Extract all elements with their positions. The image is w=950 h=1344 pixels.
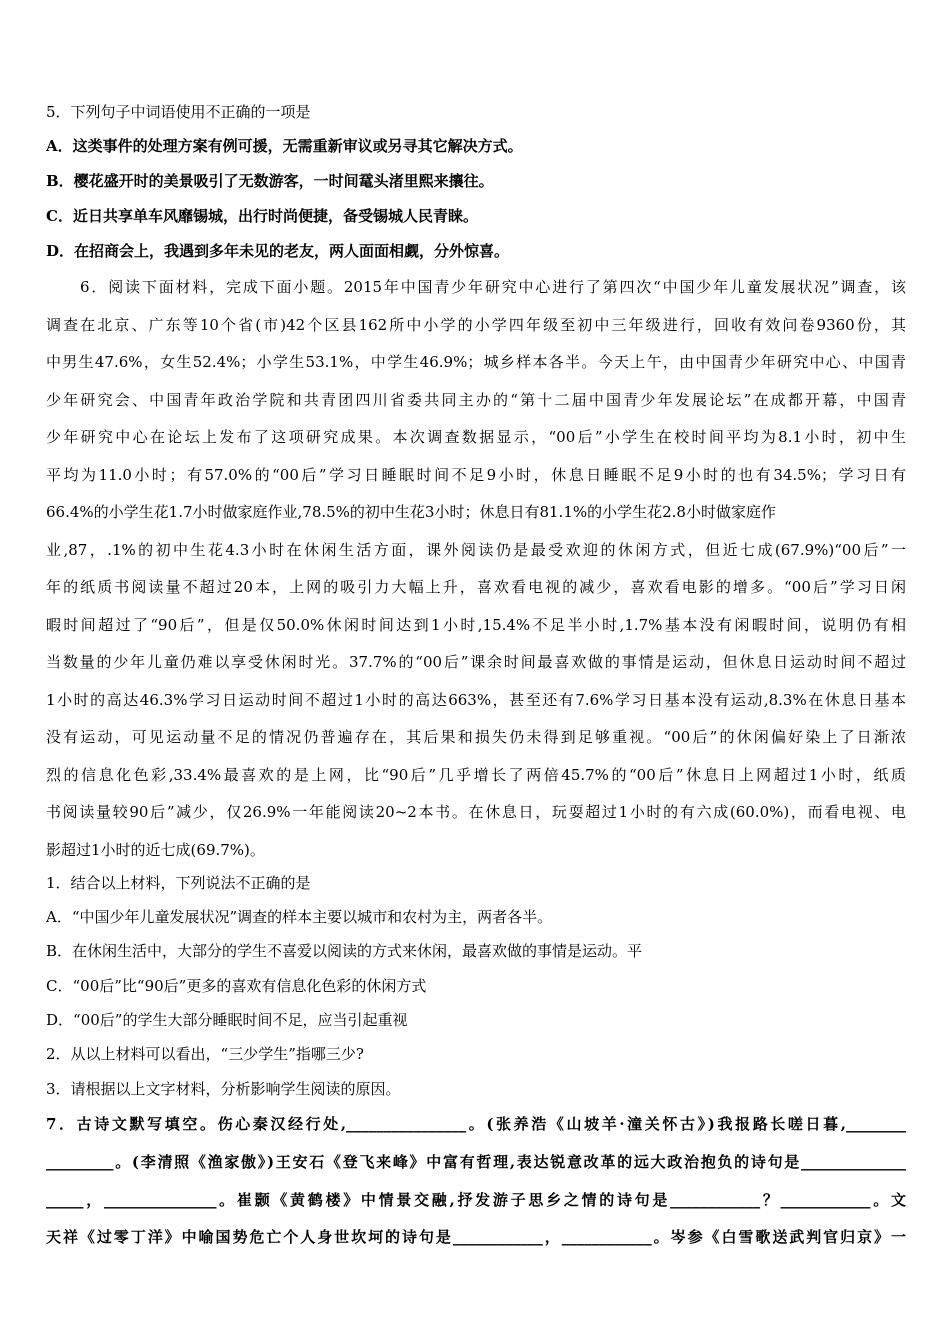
question-6-passage-line: 书阅读量较90后”减少，仅26.9%一年能阅读20~2本书。在休息日，玩耍超过1小时的有六成(60.0%)，而看电视、电 (46, 803, 906, 821)
question-6-passage-line: 业,87，.1%的初中生花4.3小时在休闲生活方面，课外阅读仍是最受欢迎的休闲方式，但近七成(67.9%)“00后”一 (46, 541, 906, 559)
question-5-title: 5．下列句子中词语使用不正确的一项是 (46, 103, 311, 121)
question-5-option-c: C．近日共享单车风靡锡城，出行时尚便捷，备受锡城人民青睐。 (46, 207, 478, 225)
question-6-passage-line: 当数量的少年儿童仍难以享受休闲时光。37.7%的“00后”课余时间最喜欢做的事情是运动，但休息日运动时间不超过 (46, 653, 906, 671)
question-6-passage-line: 66.4%的小学生花1.7小时做家庭作业,78.5%的初中生花3小时；休息日有81.1%的小学生花2.8小时做家庭作 (46, 503, 776, 521)
question-6-passage-line: 1小时的高达46.3%学习日运动时间不超过1小时的高达663%，甚至还有7.6%学习日基本没有运动,8.3%在休息日基本 (46, 691, 906, 709)
subquestion-1-option-c: C．“00后”比“90后”更多的喜欢有信息化色彩的休闲方式 (46, 977, 427, 995)
question-7-line: _________。(李清照《渔家傲》)王安石《登飞来峰》中富有哲理,表达锐意改革的远大政治抱负的诗句是______________ (46, 1153, 906, 1171)
question-7-line: _____，_______________。崔颢《黄鹤楼》中情景交融,抒发游子思乡之情的诗句是____________？____________。文 (46, 1191, 906, 1209)
question-6-passage-line: 中男生47.6%，女生52.4%；小学生53.1%，中学生46.9%；城乡样本各半。今天上午，由中国青少年研究中心、中国青 (46, 353, 906, 371)
question-6-passage-line: 调查在北京、广东等10个省(市)42个区县162所中小学的小学四年级至初中三年级进行，回收有效问卷9360份，其 (46, 316, 906, 334)
question-7-line: 天祥《过零丁洋》中喻国势危亡个人身世坎坷的诗句是____________，____________。岑参《白雪歌送武判官归京》一 (46, 1228, 906, 1246)
question-6-passage-line: 6．阅读下面材料，完成下面小题。2015年中国青少年研究中心进行了第四次“中国少年儿童发展状况”调查，该 (80, 278, 906, 296)
question-6-passage-line: 烈的信息化色彩,33.4%最喜欢的是上网，比“90后”几乎增长了两倍45.7%的“00后”休息日上网超过1小时，纸质 (46, 766, 906, 784)
question-6-passage-line: 平均为11.0小时；有57.0%的“00后”学习日睡眠时间不足9小时，休息日睡眠不足9小时的也有34.5%；学习日有 (46, 466, 906, 484)
question-5-option-d: D．在招商会上，我遇到多年未见的老友，两人面面相觑，分外惊喜。 (46, 242, 510, 260)
subquestion-2: 2．从以上材料可以看出，“三少学生”指哪三少? (46, 1045, 364, 1063)
question-7-line: 7．古诗文默写填空。伤心秦汉经行处,________________。(张养浩《山坡羊·潼关怀古》)我报路长嗟日暮,________ (46, 1115, 906, 1133)
question-6-passage-line: 暇时间超过了“90后”，但是仅50.0%休闲时间达到1小时,15.4%不足半小时,1.7%基本没有闲暇时间，说明仍有相 (46, 616, 906, 634)
question-6-passage-line: 少年研究会、中国青年政治学院和共青团四川省委共同主办的“第十二届中国青少年发展论坛”在成都开幕，中国青 (46, 391, 906, 409)
subquestion-1-option-d: D．“00后”的学生大部分睡眠时间不足，应当引起重视 (46, 1011, 408, 1029)
subquestion-3: 3．请根据以上文字材料，分析影响学生阅读的原因。 (46, 1080, 401, 1098)
subquestion-1-option-a: A．“中国少年儿童发展状况”调查的样本主要以城市和农村为主，两者各半。 (46, 908, 553, 926)
question-6-passage-line: 没有运动，可见运动量不足的情况仍普遍存在，其后果和损失仍未得到足够重视。“00后”的休闲偏好染上了日渐浓 (46, 728, 906, 746)
question-6-passage-line: 影超过1小时的近七成(69.7%)。 (46, 841, 265, 859)
subquestion-1-option-b: B．在休闲生活中，大部分的学生不喜爱以阅读的方式来休闲，最喜欢做的事情是运动。平 (46, 942, 643, 960)
subquestion-1-title: 1．结合以上材料，下列说法不正确的是 (46, 874, 311, 892)
question-5-option-b: B．樱花盛开时的美景吸引了无数游客，一时间鼋头渚里熙来攘往。 (46, 172, 494, 190)
question-6-passage-line: 少年研究中心在论坛上发布了这项研究成果。本次调查数据显示，“00后”小学生在校时间平均为8.1小时，初中生 (46, 428, 906, 446)
question-6-passage-line: 年的纸质书阅读量不超过20本，上网的吸引力大幅上升，喜欢看电视的减少，喜欢看电影的增多。“00后”学习日闲 (46, 578, 906, 596)
question-5-option-a: A．这类事件的处理方案有例可援，无需重新审议或另寻其它解决方式。 (46, 137, 523, 155)
